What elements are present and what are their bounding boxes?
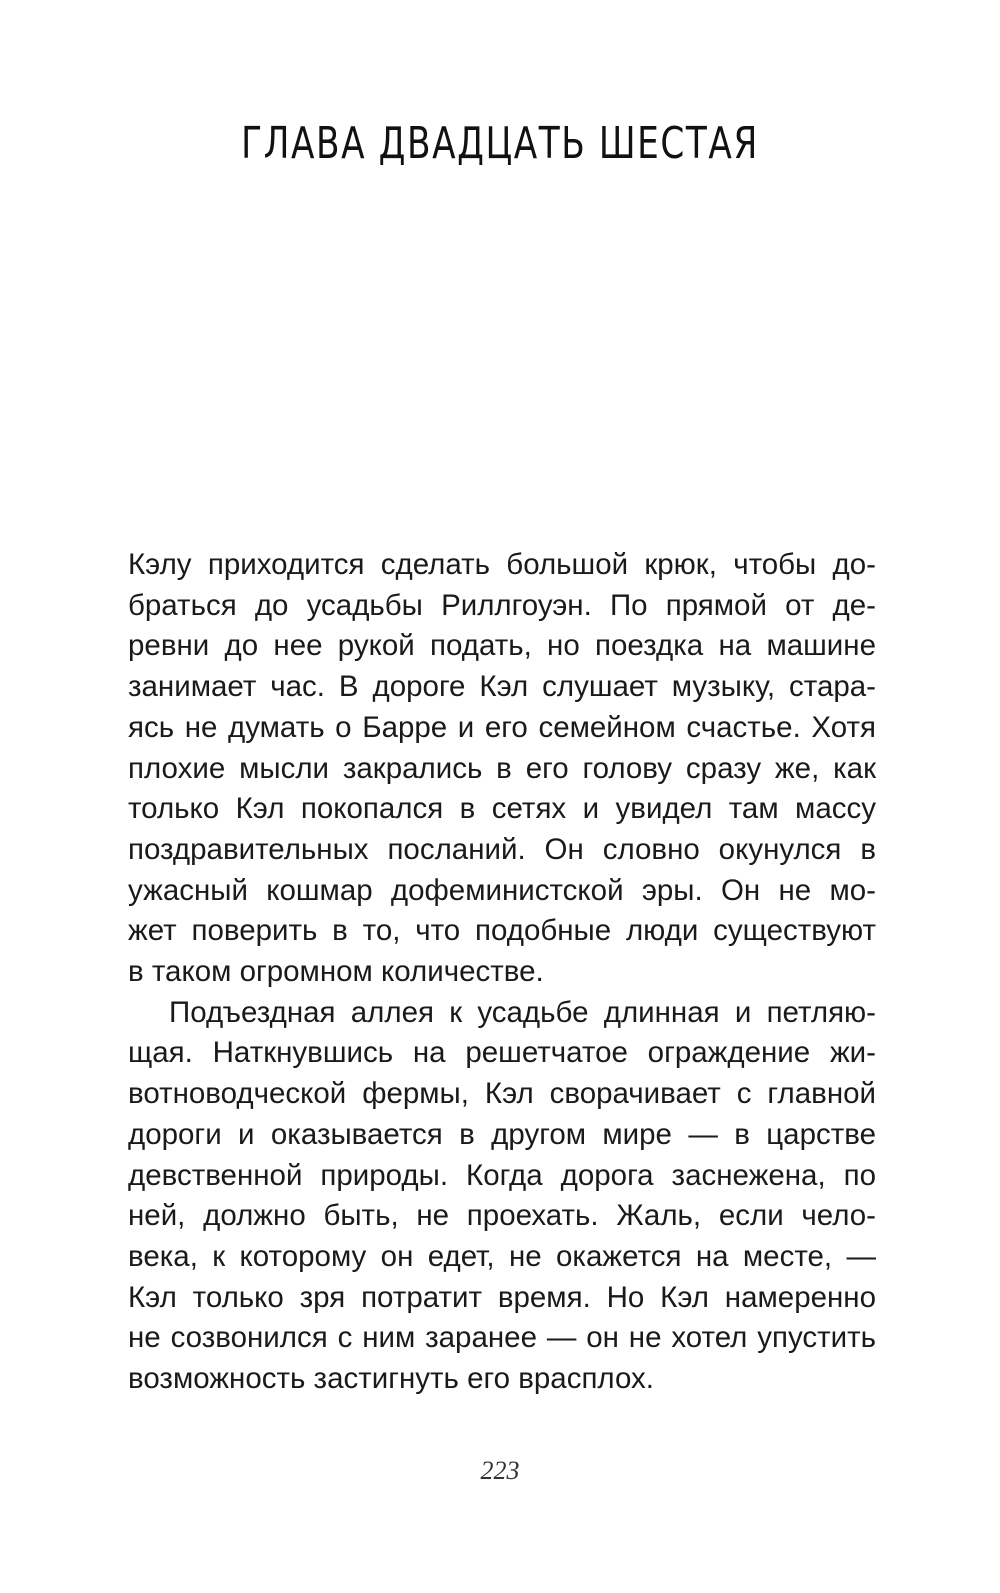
text-line: ужасный кошмар дофеминистской эры. Он не мо- <box>128 873 876 907</box>
text-line: возможность застигнуть его врасплох. <box>128 1362 655 1396</box>
text-line: поздравительных посланий. Он словно окунулся в <box>128 832 876 866</box>
text-line: браться до усадьбы Риллгоуэн. По прямой от де- <box>128 588 876 622</box>
text-line: вотноводческой фермы, Кэл сворачивает с главной <box>128 1077 876 1111</box>
paragraph-2 <box>128 993 876 1400</box>
text-line: века, к которому он едет, не окажется на месте, — <box>128 1239 876 1273</box>
text-line: плохие мысли закрались в его голову сразу же, как <box>128 751 876 785</box>
text-line: девственной природы. Когда дорога заснежена, по <box>128 1158 876 1192</box>
text-line: ревни до нее рукой подать, но поездка на машине <box>128 629 876 663</box>
paragraph-1 <box>128 545 876 993</box>
text-line: ней, должно быть, не проехать. Жаль, если чело- <box>128 1199 876 1233</box>
text-line: не созвонился с ним заранее — он не хотел упустить <box>128 1321 876 1355</box>
text-line: щая. Наткнувшись на решетчатое ограждение жи- <box>128 1036 876 1070</box>
text-line: ясь не думать о Барре и его семейном счастье. Хотя <box>128 710 876 744</box>
text-line: только Кэл покопался в сетях и увидел там массу <box>128 792 876 826</box>
text-line: Кэл только зря потратит время. Но Кэл намеренно <box>128 1280 876 1314</box>
text-line: занимает час. В дороге Кэл слушает музыку, стара- <box>128 670 876 704</box>
text-line: дороги и оказывается в другом мире — в царстве <box>128 1117 876 1151</box>
text-line: в таком огромном количестве. <box>128 955 544 989</box>
chapter-title: ГЛАВА ДВАДЦАТЬ ШЕСТАЯ <box>241 118 759 169</box>
text-line: жет поверить в то, что подобные люди существуют <box>128 914 876 948</box>
chapter-body <box>128 545 876 1400</box>
text-line: Подъездная аллея к усадьбе длинная и петляю- <box>169 995 876 1029</box>
page-number: 223 <box>480 1456 520 1485</box>
text-line: Кэлу приходится сделать большой крюк, чтобы до- <box>128 548 876 581</box>
